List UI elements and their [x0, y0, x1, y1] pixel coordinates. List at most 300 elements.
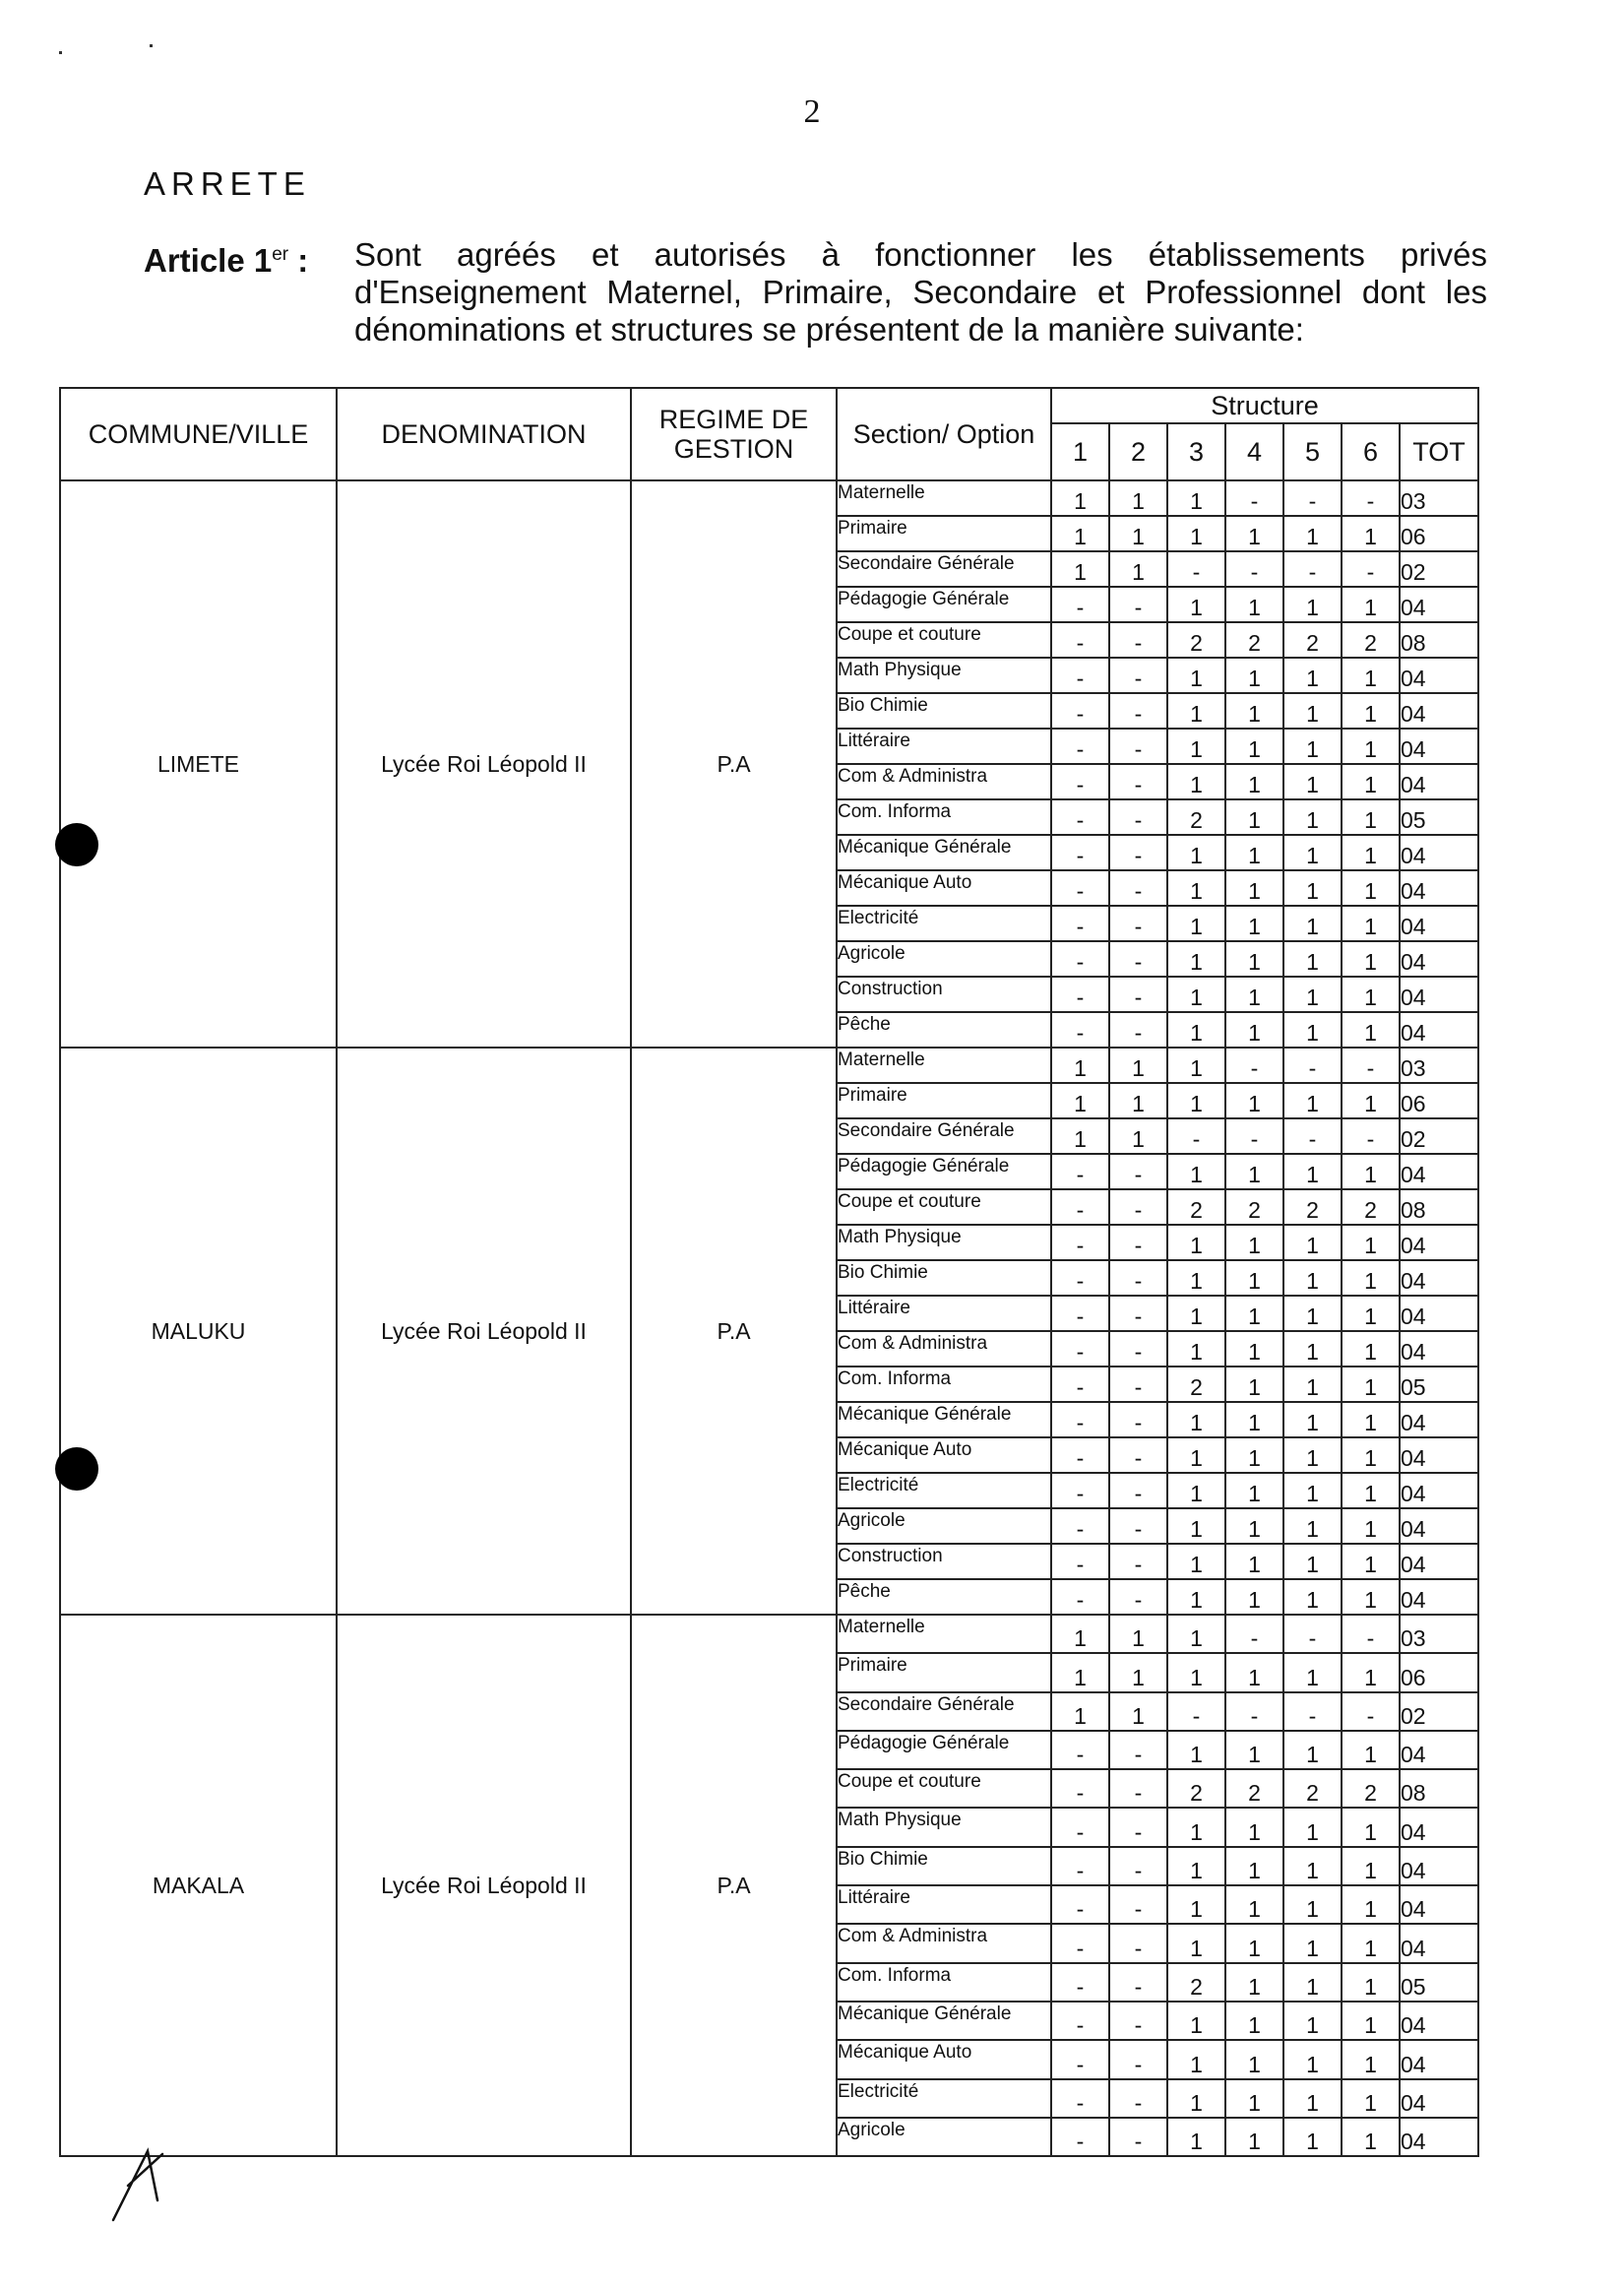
cell-total: 06: [1400, 1083, 1478, 1118]
cell-year-3: 2: [1167, 1189, 1225, 1225]
cell-total: 04: [1400, 1808, 1478, 1846]
cell-year-2: -: [1109, 1847, 1167, 1885]
header-col-4: 4: [1225, 423, 1283, 480]
cell-year-5: 2: [1283, 1189, 1342, 1225]
cell-total: 04: [1400, 870, 1478, 906]
cell-section: Pédagogie Générale: [837, 1731, 1051, 1769]
cell-total: 04: [1400, 1885, 1478, 1924]
cell-section: Com & Administra: [837, 1924, 1051, 1962]
cell-year-1: 1: [1051, 1118, 1109, 1154]
cell-total: 04: [1400, 1847, 1478, 1885]
cell-year-6: -: [1342, 1615, 1400, 1653]
cell-year-2: -: [1109, 1402, 1167, 1437]
cell-year-4: 1: [1225, 1508, 1283, 1544]
cell-year-4: -: [1225, 1048, 1283, 1083]
cell-year-2: -: [1109, 1579, 1167, 1615]
cell-year-4: 1: [1225, 1847, 1283, 1885]
cell-total: 04: [1400, 835, 1478, 870]
cell-year-4: 1: [1225, 1225, 1283, 1260]
cell-section: Mécanique Générale: [837, 1402, 1051, 1437]
cell-year-2: -: [1109, 1189, 1167, 1225]
cell-total: 04: [1400, 2002, 1478, 2040]
cell-year-1: -: [1051, 693, 1109, 729]
cell-year-2: -: [1109, 764, 1167, 799]
cell-year-4: 1: [1225, 1296, 1283, 1331]
cell-year-5: 1: [1283, 2079, 1342, 2118]
cell-year-2: -: [1109, 2040, 1167, 2078]
cell-year-5: 1: [1283, 1544, 1342, 1579]
cell-year-4: 1: [1225, 977, 1283, 1012]
cell-section: Com. Informa: [837, 799, 1051, 835]
cell-year-5: 1: [1283, 2118, 1342, 2156]
cell-year-1: -: [1051, 1012, 1109, 1048]
cell-year-3: 1: [1167, 906, 1225, 941]
cell-year-1: -: [1051, 870, 1109, 906]
cell-year-6: 1: [1342, 1083, 1400, 1118]
cell-year-1: -: [1051, 906, 1109, 941]
cell-year-1: -: [1051, 658, 1109, 693]
cell-year-6: 1: [1342, 1508, 1400, 1544]
cell-year-6: 1: [1342, 1847, 1400, 1885]
cell-year-4: -: [1225, 551, 1283, 587]
cell-total: 04: [1400, 1154, 1478, 1189]
header-section: Section/ Option: [837, 388, 1051, 480]
cell-year-1: -: [1051, 1296, 1109, 1331]
cell-section: Electricité: [837, 906, 1051, 941]
cell-year-5: -: [1283, 1615, 1342, 1653]
cell-year-6: 1: [1342, 1225, 1400, 1260]
cell-year-3: -: [1167, 1118, 1225, 1154]
cell-year-2: -: [1109, 1508, 1167, 1544]
cell-year-4: 1: [1225, 906, 1283, 941]
cell-year-2: -: [1109, 1769, 1167, 1808]
cell-year-4: 1: [1225, 1963, 1283, 2002]
scan-speck: [59, 51, 62, 54]
cell-year-4: -: [1225, 480, 1283, 516]
cell-year-4: 1: [1225, 2040, 1283, 2078]
cell-total: 04: [1400, 1508, 1478, 1544]
cell-total: 03: [1400, 480, 1478, 516]
cell-year-2: 1: [1109, 551, 1167, 587]
cell-year-5: 1: [1283, 516, 1342, 551]
cell-section: Coupe et couture: [837, 1189, 1051, 1225]
cell-year-5: 1: [1283, 1331, 1342, 1367]
cell-section: Primaire: [837, 1083, 1051, 1118]
cell-total: 05: [1400, 1963, 1478, 2002]
cell-year-5: 1: [1283, 941, 1342, 977]
cell-year-3: 1: [1167, 1225, 1225, 1260]
cell-year-6: 1: [1342, 1331, 1400, 1367]
cell-year-5: 1: [1283, 1083, 1342, 1118]
cell-year-1: -: [1051, 1473, 1109, 1508]
cell-year-5: 1: [1283, 1402, 1342, 1437]
cell-total: 03: [1400, 1615, 1478, 1653]
cell-year-1: -: [1051, 587, 1109, 622]
cell-year-2: -: [1109, 1731, 1167, 1769]
cell-year-1: -: [1051, 2079, 1109, 2118]
cell-year-5: 1: [1283, 1963, 1342, 2002]
cell-year-3: 1: [1167, 870, 1225, 906]
cell-year-2: -: [1109, 622, 1167, 658]
cell-year-1: 1: [1051, 1615, 1109, 1653]
cell-year-2: -: [1109, 1367, 1167, 1402]
cell-year-3: 2: [1167, 799, 1225, 835]
cell-year-2: 1: [1109, 516, 1167, 551]
cell-total: 04: [1400, 1544, 1478, 1579]
cell-year-5: 1: [1283, 587, 1342, 622]
cell-year-6: -: [1342, 480, 1400, 516]
cell-year-6: 1: [1342, 2079, 1400, 2118]
cell-year-5: -: [1283, 1048, 1342, 1083]
cell-year-6: 1: [1342, 906, 1400, 941]
cell-total: 05: [1400, 1367, 1478, 1402]
cell-total: 04: [1400, 587, 1478, 622]
cell-total: 06: [1400, 1653, 1478, 1691]
cell-section: Agricole: [837, 2118, 1051, 2156]
cell-year-3: 2: [1167, 1963, 1225, 2002]
cell-year-3: 1: [1167, 1260, 1225, 1296]
cell-year-1: -: [1051, 977, 1109, 1012]
cell-year-3: 1: [1167, 977, 1225, 1012]
cell-year-1: -: [1051, 1189, 1109, 1225]
cell-year-1: -: [1051, 1808, 1109, 1846]
article-label: Article 1er :: [144, 242, 309, 279]
cell-total: 04: [1400, 977, 1478, 1012]
cell-year-4: 1: [1225, 941, 1283, 977]
cell-year-5: 1: [1283, 1508, 1342, 1544]
cell-year-1: -: [1051, 1544, 1109, 1579]
cell-year-3: -: [1167, 1692, 1225, 1731]
cell-year-5: 1: [1283, 1653, 1342, 1691]
cell-denomination: Lycée Roi Léopold II: [337, 1615, 631, 2156]
cell-section: Com. Informa: [837, 1367, 1051, 1402]
cell-total: 04: [1400, 906, 1478, 941]
cell-total: 02: [1400, 551, 1478, 587]
cell-year-2: 1: [1109, 1048, 1167, 1083]
header-col-2: 2: [1109, 423, 1167, 480]
cell-year-1: 1: [1051, 1083, 1109, 1118]
cell-year-6: 1: [1342, 1437, 1400, 1473]
cell-year-3: 1: [1167, 1653, 1225, 1691]
cell-year-2: -: [1109, 1225, 1167, 1260]
cell-year-2: 1: [1109, 1083, 1167, 1118]
cell-year-5: 1: [1283, 1367, 1342, 1402]
cell-year-4: 1: [1225, 1808, 1283, 1846]
cell-denomination: Lycée Roi Léopold II: [337, 1048, 631, 1615]
cell-year-2: -: [1109, 870, 1167, 906]
cell-year-5: 1: [1283, 729, 1342, 764]
cell-year-3: 1: [1167, 1731, 1225, 1769]
cell-year-5: 1: [1283, 1437, 1342, 1473]
cell-year-2: 1: [1109, 1118, 1167, 1154]
cell-year-6: 1: [1342, 729, 1400, 764]
cell-section: Electricité: [837, 1473, 1051, 1508]
cell-section: Secondaire Générale: [837, 551, 1051, 587]
cell-year-1: -: [1051, 2118, 1109, 2156]
cell-year-6: 1: [1342, 658, 1400, 693]
cell-section: Agricole: [837, 1508, 1051, 1544]
group-maluku: [60, 1048, 1478, 1615]
cell-year-5: 1: [1283, 1473, 1342, 1508]
cell-year-2: -: [1109, 693, 1167, 729]
cell-year-1: -: [1051, 1847, 1109, 1885]
cell-year-1: -: [1051, 1579, 1109, 1615]
cell-regime: P.A: [631, 1048, 837, 1615]
cell-year-1: -: [1051, 1731, 1109, 1769]
cell-year-5: 1: [1283, 1225, 1342, 1260]
cell-year-2: -: [1109, 587, 1167, 622]
cell-year-6: 1: [1342, 1653, 1400, 1691]
cell-section: Com & Administra: [837, 1331, 1051, 1367]
cell-year-1: -: [1051, 1508, 1109, 1544]
cell-section: Maternelle: [837, 480, 1051, 516]
table-row: [60, 480, 1478, 516]
cell-year-2: -: [1109, 729, 1167, 764]
cell-year-4: -: [1225, 1692, 1283, 1731]
cell-year-2: -: [1109, 941, 1167, 977]
cell-section: Maternelle: [837, 1048, 1051, 1083]
cell-year-3: 1: [1167, 1615, 1225, 1653]
cell-year-1: -: [1051, 1367, 1109, 1402]
cell-year-4: -: [1225, 1615, 1283, 1653]
cell-total: 04: [1400, 1437, 1478, 1473]
cell-year-6: 1: [1342, 1808, 1400, 1846]
cell-year-6: 1: [1342, 1260, 1400, 1296]
cell-year-3: 1: [1167, 1012, 1225, 1048]
cell-year-1: -: [1051, 1437, 1109, 1473]
cell-year-4: 1: [1225, 1331, 1283, 1367]
cell-year-1: 1: [1051, 1048, 1109, 1083]
cell-year-5: 1: [1283, 1731, 1342, 1769]
cell-year-5: 1: [1283, 1012, 1342, 1048]
cell-section: Math Physique: [837, 1808, 1051, 1846]
cell-year-3: 1: [1167, 1885, 1225, 1924]
heading: ARRETE: [144, 165, 311, 202]
cell-year-1: 1: [1051, 1653, 1109, 1691]
cell-total: 04: [1400, 1260, 1478, 1296]
cell-year-6: 1: [1342, 1963, 1400, 2002]
cell-total: 08: [1400, 1769, 1478, 1808]
cell-section: Bio Chimie: [837, 1847, 1051, 1885]
cell-year-4: 1: [1225, 693, 1283, 729]
cell-year-2: -: [1109, 2079, 1167, 2118]
cell-section: Pêche: [837, 1579, 1051, 1615]
cell-year-6: 1: [1342, 1402, 1400, 1437]
cell-year-1: -: [1051, 1154, 1109, 1189]
cell-year-4: 1: [1225, 1437, 1283, 1473]
cell-section: Construction: [837, 1544, 1051, 1579]
cell-year-5: -: [1283, 480, 1342, 516]
cell-year-5: 1: [1283, 693, 1342, 729]
cell-year-4: 1: [1225, 870, 1283, 906]
cell-year-4: 1: [1225, 1653, 1283, 1691]
cell-year-6: 1: [1342, 1579, 1400, 1615]
cell-section: Bio Chimie: [837, 693, 1051, 729]
cell-year-1: -: [1051, 1963, 1109, 2002]
cell-year-3: 1: [1167, 1331, 1225, 1367]
cell-year-5: -: [1283, 1692, 1342, 1731]
cell-section: Mécanique Générale: [837, 2002, 1051, 2040]
cell-total: 04: [1400, 729, 1478, 764]
cell-commune: MAKALA: [60, 1615, 337, 2156]
cell-year-4: 2: [1225, 1189, 1283, 1225]
cell-year-2: 1: [1109, 480, 1167, 516]
cell-total: 04: [1400, 1331, 1478, 1367]
cell-year-6: 1: [1342, 1731, 1400, 1769]
cell-total: 04: [1400, 2079, 1478, 2118]
cell-section: Pédagogie Générale: [837, 1154, 1051, 1189]
cell-year-4: 1: [1225, 1012, 1283, 1048]
cell-year-2: 1: [1109, 1615, 1167, 1653]
cell-year-2: -: [1109, 799, 1167, 835]
cell-denomination: Lycée Roi Léopold II: [337, 480, 631, 1048]
cell-section: Bio Chimie: [837, 1260, 1051, 1296]
cell-year-3: 1: [1167, 1437, 1225, 1473]
cell-year-2: -: [1109, 1544, 1167, 1579]
cell-year-5: 1: [1283, 906, 1342, 941]
cell-total: 08: [1400, 1189, 1478, 1225]
cell-year-3: 1: [1167, 941, 1225, 977]
cell-year-2: -: [1109, 1437, 1167, 1473]
cell-year-3: 1: [1167, 480, 1225, 516]
cell-year-3: 1: [1167, 729, 1225, 764]
cell-regime: P.A: [631, 1615, 837, 2156]
cell-total: 04: [1400, 2040, 1478, 2078]
cell-year-4: 1: [1225, 587, 1283, 622]
cell-year-3: 1: [1167, 2040, 1225, 2078]
cell-year-2: -: [1109, 1963, 1167, 2002]
cell-year-3: 1: [1167, 2079, 1225, 2118]
cell-year-5: 1: [1283, 2040, 1342, 2078]
cell-year-4: 1: [1225, 1885, 1283, 1924]
cell-commune: MALUKU: [60, 1048, 337, 1615]
cell-year-2: -: [1109, 835, 1167, 870]
cell-year-6: 1: [1342, 835, 1400, 870]
cell-year-5: 1: [1283, 870, 1342, 906]
cell-year-3: 1: [1167, 693, 1225, 729]
cell-year-1: -: [1051, 764, 1109, 799]
cell-year-6: 1: [1342, 693, 1400, 729]
cell-year-1: -: [1051, 729, 1109, 764]
cell-regime: P.A: [631, 480, 837, 1048]
cell-year-3: 1: [1167, 2118, 1225, 2156]
cell-year-4: 1: [1225, 835, 1283, 870]
cell-year-3: 1: [1167, 1083, 1225, 1118]
cell-year-3: 1: [1167, 764, 1225, 799]
cell-year-1: -: [1051, 2002, 1109, 2040]
cell-year-2: -: [1109, 658, 1167, 693]
table-row: [60, 1615, 1478, 1653]
cell-section: Mécanique Auto: [837, 1437, 1051, 1473]
cell-total: 04: [1400, 693, 1478, 729]
cell-section: Math Physique: [837, 1225, 1051, 1260]
header-col-3: 3: [1167, 423, 1225, 480]
cell-year-5: -: [1283, 551, 1342, 587]
cell-total: 04: [1400, 764, 1478, 799]
cell-year-6: 1: [1342, 1885, 1400, 1924]
cell-section: Littéraire: [837, 729, 1051, 764]
cell-section: Secondaire Générale: [837, 1692, 1051, 1731]
cell-year-5: 1: [1283, 1296, 1342, 1331]
cell-year-4: 1: [1225, 658, 1283, 693]
cell-year-1: -: [1051, 2040, 1109, 2078]
cell-section: Mécanique Auto: [837, 2040, 1051, 2078]
cell-commune: LIMETE: [60, 480, 337, 1048]
cell-total: 04: [1400, 1296, 1478, 1331]
cell-year-4: 2: [1225, 622, 1283, 658]
cell-section: Agricole: [837, 941, 1051, 977]
cell-total: 04: [1400, 1473, 1478, 1508]
cell-total: 02: [1400, 1692, 1478, 1731]
cell-section: Primaire: [837, 1653, 1051, 1691]
cell-year-4: 1: [1225, 1083, 1283, 1118]
article-1: [144, 236, 1487, 349]
cell-year-3: 1: [1167, 587, 1225, 622]
cell-total: 04: [1400, 1012, 1478, 1048]
cell-year-2: 1: [1109, 1653, 1167, 1691]
cell-year-2: 1: [1109, 1692, 1167, 1731]
cell-total: 06: [1400, 516, 1478, 551]
cell-year-5: 1: [1283, 1847, 1342, 1885]
cell-total: 02: [1400, 1118, 1478, 1154]
cell-year-4: 1: [1225, 1367, 1283, 1402]
cell-year-4: 1: [1225, 799, 1283, 835]
cell-year-2: -: [1109, 1885, 1167, 1924]
cell-year-2: -: [1109, 1331, 1167, 1367]
cell-year-3: 1: [1167, 1296, 1225, 1331]
cell-year-1: -: [1051, 1924, 1109, 1962]
cell-section: Maternelle: [837, 1615, 1051, 1653]
cell-year-5: 1: [1283, 764, 1342, 799]
table-row: [60, 1048, 1478, 1083]
cell-section: Coupe et couture: [837, 1769, 1051, 1808]
cell-section: Primaire: [837, 516, 1051, 551]
cell-year-6: 2: [1342, 622, 1400, 658]
cell-year-4: 1: [1225, 764, 1283, 799]
cell-year-4: 1: [1225, 1473, 1283, 1508]
cell-year-3: 1: [1167, 2002, 1225, 2040]
cell-year-5: 1: [1283, 835, 1342, 870]
cell-year-1: 1: [1051, 516, 1109, 551]
cell-section: Mécanique Auto: [837, 870, 1051, 906]
header-commune: COMMUNE/VILLE: [60, 388, 337, 480]
cell-year-1: 1: [1051, 1692, 1109, 1731]
cell-year-6: 1: [1342, 1544, 1400, 1579]
header-col-1: 1: [1051, 423, 1109, 480]
cell-year-6: 1: [1342, 977, 1400, 1012]
cell-year-2: -: [1109, 1808, 1167, 1846]
cell-year-2: -: [1109, 977, 1167, 1012]
cell-year-5: 1: [1283, 1885, 1342, 1924]
cell-year-6: -: [1342, 1692, 1400, 1731]
cell-year-6: 1: [1342, 1012, 1400, 1048]
cell-year-5: 1: [1283, 977, 1342, 1012]
cell-year-6: 1: [1342, 516, 1400, 551]
cell-year-3: 1: [1167, 516, 1225, 551]
cell-year-2: -: [1109, 1260, 1167, 1296]
cell-year-6: 2: [1342, 1189, 1400, 1225]
cell-year-6: 1: [1342, 1367, 1400, 1402]
cell-year-4: 1: [1225, 1731, 1283, 1769]
cell-section: Com & Administra: [837, 764, 1051, 799]
cell-total: 04: [1400, 941, 1478, 977]
cell-year-5: 1: [1283, 1154, 1342, 1189]
cell-year-3: 1: [1167, 658, 1225, 693]
cell-year-2: -: [1109, 1924, 1167, 1962]
cell-year-1: -: [1051, 1885, 1109, 1924]
cell-year-2: -: [1109, 906, 1167, 941]
cell-section: Littéraire: [837, 1296, 1051, 1331]
